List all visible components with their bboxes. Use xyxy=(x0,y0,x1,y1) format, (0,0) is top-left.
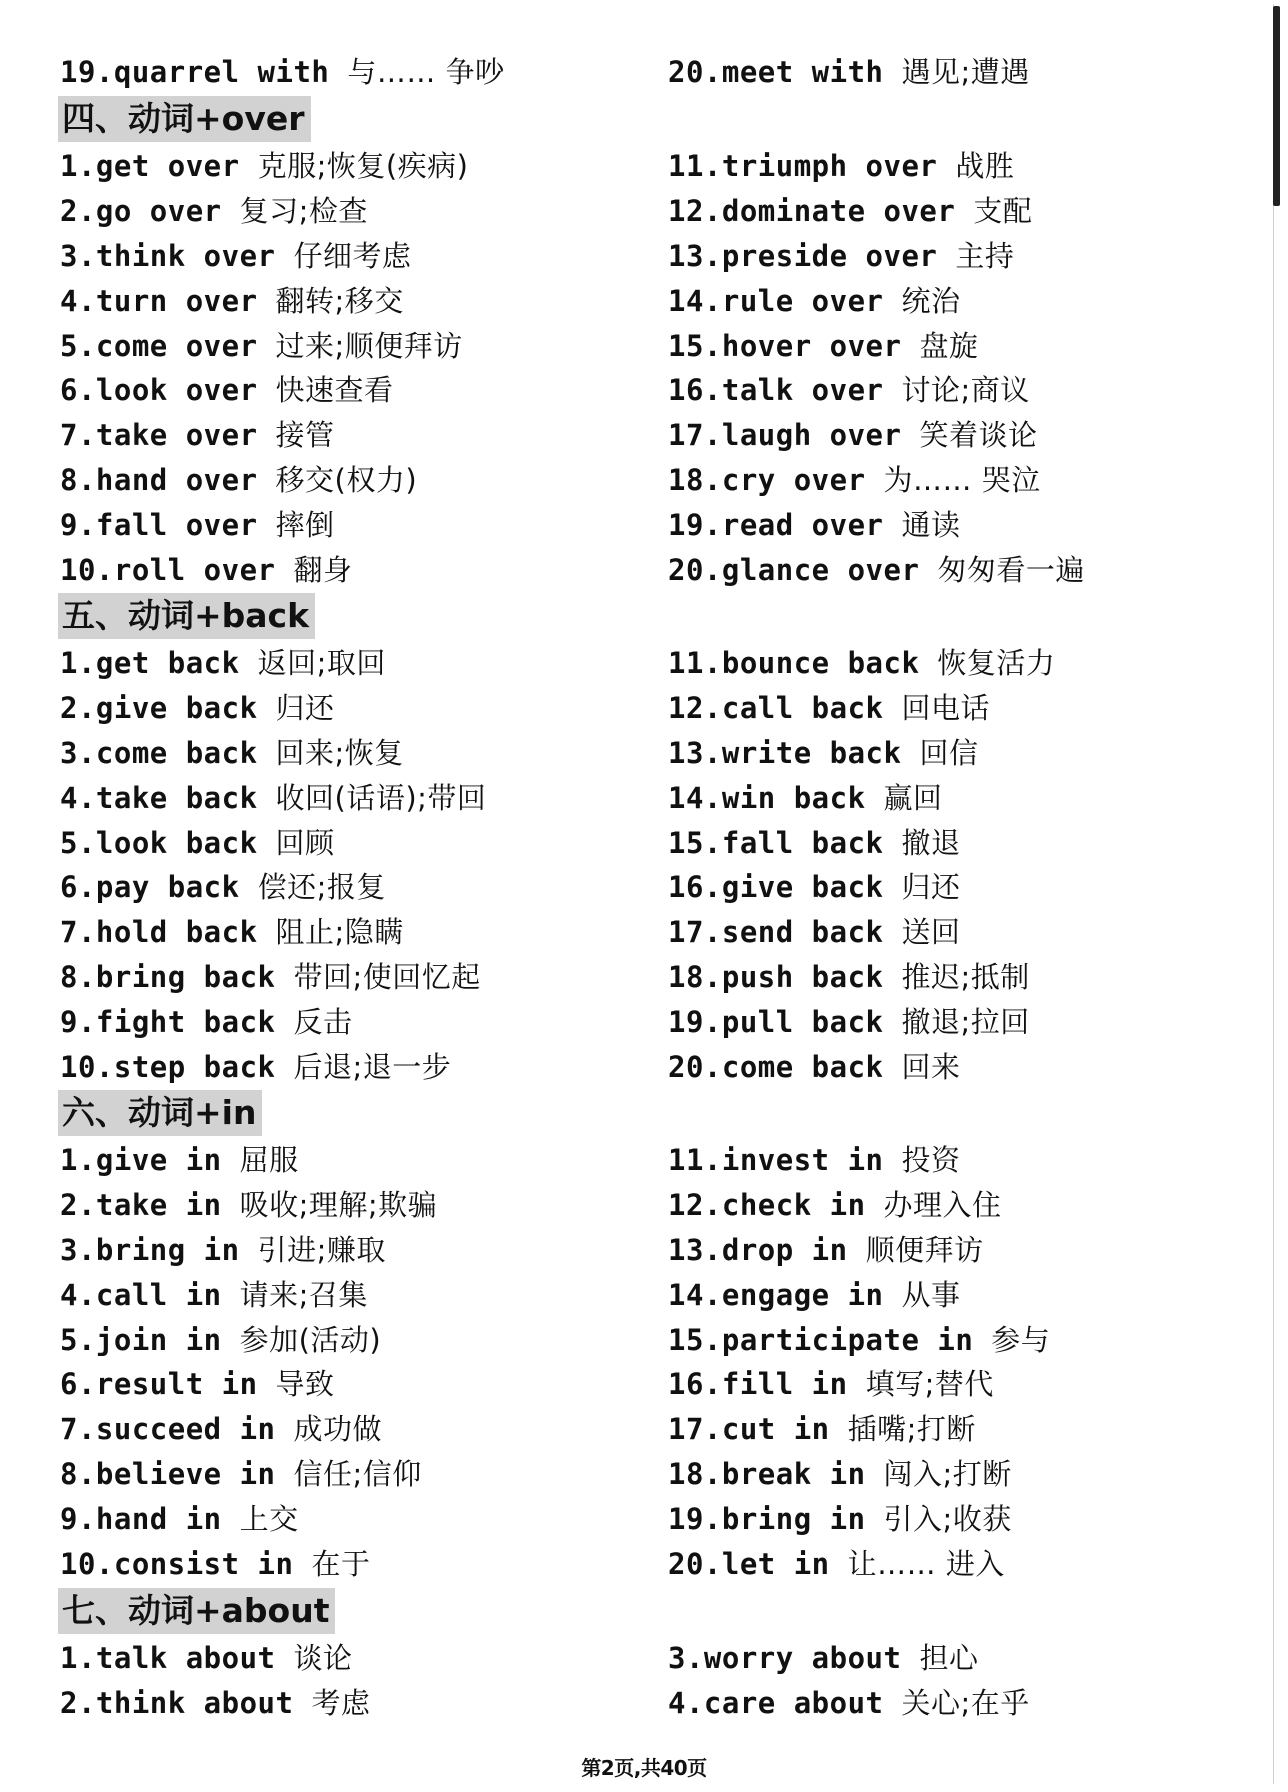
phrase-english: 7.succeed in xyxy=(60,1412,276,1447)
phrase-chinese: 回来;恢复 xyxy=(275,735,404,770)
phrase-english: 6.look over xyxy=(60,373,258,408)
phrase-english: 20.let in xyxy=(668,1547,830,1582)
phrase-chinese: 复习;检查 xyxy=(239,193,368,228)
phrase-english: 10.roll over xyxy=(60,553,276,588)
phrase-entry xyxy=(668,1138,1050,1183)
phrase-entry xyxy=(60,1407,437,1452)
phrase-english: 15.participate in xyxy=(668,1322,974,1357)
phrase-english: 8.believe in xyxy=(60,1457,276,1492)
phrase-entry xyxy=(60,865,486,910)
phrase-entry xyxy=(60,458,468,503)
phrase-english: 19.pull back xyxy=(668,1005,884,1040)
phrase-chinese: 返回;取回 xyxy=(257,646,386,680)
phrase-chinese: 带回;使回忆起 xyxy=(293,960,481,995)
phrase-entry xyxy=(60,324,468,369)
phrase-entry xyxy=(60,686,486,731)
phrase-entry xyxy=(668,458,1085,503)
phrase-chinese: 克服;恢复(疾病) xyxy=(257,149,469,183)
phrase-entry xyxy=(668,368,1085,413)
phrase-english: 5.come over xyxy=(60,328,258,363)
phrase-entry xyxy=(60,50,505,95)
phrase-chinese: 为…… 哭泣 xyxy=(883,463,1041,498)
phrase-entry xyxy=(60,821,486,866)
phrase-english: 4.turn over xyxy=(60,283,258,318)
phrase-chinese: 上交 xyxy=(239,1502,299,1537)
phrase-chinese: 仔细考虑 xyxy=(293,238,412,273)
phrase-english: 16.give back xyxy=(668,870,884,905)
phrase-chinese: 盘旋 xyxy=(919,328,979,363)
phrase-entry xyxy=(668,1681,1030,1726)
phrase-english: 18.break in xyxy=(668,1457,866,1492)
page-number: 第2页,共40页 xyxy=(581,1756,707,1780)
phrase-entry xyxy=(668,686,1055,731)
phrase-chinese: 回电话 xyxy=(901,690,990,725)
phrase-entry xyxy=(668,1497,1050,1542)
phrase-entry xyxy=(60,1362,437,1407)
phrase-english: 19.bring in xyxy=(668,1502,866,1537)
phrase-chinese: 请来;召集 xyxy=(239,1277,368,1312)
phrase-chinese: 吸收;理解;欺骗 xyxy=(239,1187,438,1222)
phrase-english: 12.dominate over xyxy=(668,193,956,228)
right-column xyxy=(668,1138,1050,1587)
continued-entries-row xyxy=(0,50,1288,94)
phrase-english: 9.fall over xyxy=(60,508,258,543)
left-column xyxy=(60,1636,370,1726)
phrase-entry xyxy=(60,955,486,1000)
phrase-entry xyxy=(60,1138,437,1183)
phrase-entry xyxy=(60,731,486,776)
phrase-english: 18.push back xyxy=(668,960,884,995)
phrase-english: 7.take over xyxy=(60,418,258,453)
phrase-chinese: 引进;赚取 xyxy=(257,1232,386,1267)
phrase-chinese: 恢复活力 xyxy=(937,646,1056,680)
phrase-english: 1.get back xyxy=(60,646,240,680)
phrase-english: 3.come back xyxy=(60,735,258,770)
phrase-entry xyxy=(60,1497,437,1542)
phrase-entry xyxy=(668,1452,1050,1497)
phrase-english: 11.triumph over xyxy=(668,149,938,183)
phrase-english: 3.think over xyxy=(60,238,276,273)
phrase-english: 2.take in xyxy=(60,1187,222,1222)
phrase-english: 11.bounce back xyxy=(668,646,920,680)
phrase-entry xyxy=(60,776,486,821)
phrase-english: 6.pay back xyxy=(60,870,240,905)
phrase-entry xyxy=(60,1273,437,1318)
phrase-entry xyxy=(668,548,1085,593)
phrase-english: 20.meet with xyxy=(668,55,884,89)
phrase-chinese: 移交(权力) xyxy=(275,463,418,498)
phrase-english: 8.bring back xyxy=(60,960,276,995)
phrase-english: 2.give back xyxy=(60,690,258,725)
phrase-english: 7.hold back xyxy=(60,915,258,950)
phrase-chinese: 笑着谈论 xyxy=(919,418,1038,453)
phrase-english: 20.come back xyxy=(668,1050,884,1085)
phrase-chinese: 撤退 xyxy=(901,825,961,860)
phrase-entry xyxy=(668,731,1055,776)
phrase-english: 13.write back xyxy=(668,735,902,770)
phrase-chinese: 成功做 xyxy=(293,1412,382,1447)
phrase-chinese: 办理入住 xyxy=(883,1187,1002,1222)
phrase-chinese: 翻转;移交 xyxy=(275,283,404,318)
phrase-entry xyxy=(60,1000,486,1045)
phrase-chinese: 归还 xyxy=(275,690,335,725)
phrase-entry xyxy=(60,1318,437,1363)
phrase-chinese: 关心;在乎 xyxy=(901,1685,1030,1720)
phrase-chinese: 参加(活动) xyxy=(239,1322,382,1357)
phrase-entry xyxy=(668,234,1085,279)
phrase-english: 3.worry about xyxy=(668,1641,902,1675)
phrase-english: 1.get over xyxy=(60,149,240,183)
phrase-entry xyxy=(60,413,468,458)
phrase-english: 5.join in xyxy=(60,1322,222,1357)
phrase-english: 6.result in xyxy=(60,1367,258,1402)
phrase-english: 9.hand in xyxy=(60,1502,222,1537)
phrase-entry xyxy=(668,1318,1050,1363)
phrase-entry xyxy=(668,1362,1050,1407)
phrase-english: 3.bring in xyxy=(60,1232,240,1267)
phrase-entry xyxy=(60,1542,437,1587)
phrase-entry xyxy=(668,503,1085,548)
phrase-chinese: 投资 xyxy=(901,1143,961,1177)
phrase-english: 4.take back xyxy=(60,780,258,815)
phrase-english: 15.fall back xyxy=(668,825,884,860)
phrase-chinese: 接管 xyxy=(275,418,335,453)
phrase-entry xyxy=(668,1000,1055,1045)
right-column xyxy=(668,1636,1030,1726)
phrase-chinese: 主持 xyxy=(955,238,1015,273)
phrase-english: 12.call back xyxy=(668,690,884,725)
phrase-english: 10.step back xyxy=(60,1050,276,1085)
phrase-entry xyxy=(668,1407,1050,1452)
phrase-entry xyxy=(60,1045,486,1090)
phrase-english: 12.check in xyxy=(668,1187,866,1222)
phrase-chinese: 阻止;隐瞒 xyxy=(275,915,404,950)
phrase-english: 14.rule over xyxy=(668,283,884,318)
phrase-english: 10.consist in xyxy=(60,1547,294,1582)
phrase-entry xyxy=(668,279,1085,324)
phrase-entry xyxy=(668,1228,1050,1273)
phrase-chinese: 讨论;商议 xyxy=(901,373,1030,408)
phrase-chinese: 翻身 xyxy=(293,553,353,588)
phrase-chinese: 支配 xyxy=(973,193,1033,228)
phrase-chinese: 回信 xyxy=(919,735,979,770)
phrase-english: 17.laugh over xyxy=(668,418,902,453)
phrase-entry xyxy=(668,324,1085,369)
phrase-english: 17.send back xyxy=(668,915,884,950)
phrase-entry xyxy=(668,1045,1055,1090)
phrase-chinese: 匆匆看一遍 xyxy=(937,553,1085,588)
phrase-entry xyxy=(668,821,1055,866)
phrase-chinese: 信任;信仰 xyxy=(293,1457,422,1492)
phrase-entry xyxy=(668,776,1055,821)
phrase-entry xyxy=(60,910,486,955)
phrase-chinese: 导致 xyxy=(275,1367,335,1402)
phrase-english: 9.fight back xyxy=(60,1005,276,1040)
phrase-entry xyxy=(668,641,1055,686)
phrase-entry xyxy=(60,144,468,189)
phrase-chinese: 反击 xyxy=(293,1005,353,1040)
phrase-chinese: 摔倒 xyxy=(275,508,335,543)
phrase-chinese: 统治 xyxy=(901,283,961,318)
left-column xyxy=(60,641,486,1090)
phrase-chinese: 填写;替代 xyxy=(865,1367,994,1402)
phrase-english: 16.fill in xyxy=(668,1367,848,1402)
phrase-chinese: 谈论 xyxy=(293,1641,353,1675)
phrase-english: 15.hover over xyxy=(668,328,902,363)
phrase-english: 18.cry over xyxy=(668,463,866,498)
phrase-english: 14.win back xyxy=(668,780,866,815)
phrase-chinese: 闯入;打断 xyxy=(883,1457,1012,1492)
phrase-chinese: 从事 xyxy=(901,1277,961,1312)
phrase-english: 17.cut in xyxy=(668,1412,830,1447)
phrase-english: 4.call in xyxy=(60,1277,222,1312)
scrollbar-thumb[interactable] xyxy=(1273,6,1280,206)
phrase-entry xyxy=(668,413,1085,458)
phrase-chinese: 战胜 xyxy=(955,149,1015,183)
phrase-entry xyxy=(668,1183,1050,1228)
phrase-entry xyxy=(668,1636,1030,1681)
phrase-entry xyxy=(60,548,468,593)
phrase-english: 4.care about xyxy=(668,1685,884,1720)
phrase-entry xyxy=(60,641,486,686)
phrase-chinese: 偿还;报复 xyxy=(257,870,386,905)
phrase-chinese: 遇见;遭遇 xyxy=(901,55,1030,89)
phrase-entry xyxy=(60,189,468,234)
phrase-entry xyxy=(60,279,468,324)
section-title: 七、动词+about xyxy=(58,1588,335,1634)
phrase-english: 1.talk about xyxy=(60,1641,276,1675)
phrase-entry xyxy=(668,50,1030,95)
phrase-chinese: 考虑 xyxy=(311,1685,371,1720)
section-title: 五、动词+back xyxy=(58,593,315,639)
phrase-entry xyxy=(60,1681,370,1726)
phrase-english: 11.invest in xyxy=(668,1143,884,1177)
phrase-chinese: 送回 xyxy=(901,915,961,950)
phrase-chinese: 参与 xyxy=(991,1322,1051,1357)
phrase-chinese: 插嘴;打断 xyxy=(847,1412,976,1447)
phrase-chinese: 收回(话语);带回 xyxy=(275,780,487,815)
right-column xyxy=(668,641,1055,1090)
right-column xyxy=(668,144,1085,593)
phrase-english: 20.glance over xyxy=(668,553,920,588)
phrase-chinese: 过来;顺便拜访 xyxy=(275,328,463,363)
phrase-entry xyxy=(60,1228,437,1273)
phrase-entry xyxy=(668,1273,1050,1318)
phrase-english: 14.engage in xyxy=(668,1277,884,1312)
phrase-english: 2.think about xyxy=(60,1685,294,1720)
phrase-entry xyxy=(668,955,1055,1000)
phrase-english: 13.preside over xyxy=(668,238,938,273)
phrase-chinese: 担心 xyxy=(919,1641,979,1675)
phrase-english: 8.hand over xyxy=(60,463,258,498)
phrase-chinese: 撤退;拉回 xyxy=(901,1005,1030,1040)
phrase-chinese: 与…… 争吵 xyxy=(347,55,505,89)
phrase-entry xyxy=(668,144,1085,189)
left-column xyxy=(60,1138,437,1587)
phrase-english: 16.talk over xyxy=(668,373,884,408)
phrase-entry xyxy=(60,234,468,279)
phrase-entry xyxy=(668,910,1055,955)
phrase-chinese: 顺便拜访 xyxy=(865,1232,984,1267)
phrase-chinese: 通读 xyxy=(901,508,961,543)
phrase-english: 19.quarrel with xyxy=(60,55,330,89)
phrase-entry xyxy=(668,1542,1050,1587)
phrase-entry xyxy=(60,368,468,413)
phrase-chinese: 快速查看 xyxy=(275,373,394,408)
section-title: 四、动词+over xyxy=(58,96,311,142)
phrase-chinese: 赢回 xyxy=(883,780,943,815)
phrase-chinese: 在于 xyxy=(311,1547,371,1582)
phrase-english: 19.read over xyxy=(668,508,884,543)
phrase-chinese: 回顾 xyxy=(275,825,335,860)
phrase-chinese: 引入;收获 xyxy=(883,1502,1012,1537)
phrase-english: 5.look back xyxy=(60,825,258,860)
phrase-entry xyxy=(60,1183,437,1228)
phrase-english: 2.go over xyxy=(60,193,222,228)
phrase-chinese: 推迟;抵制 xyxy=(901,960,1030,995)
left-column xyxy=(60,144,468,593)
phrase-entry xyxy=(60,1636,370,1681)
section-title: 六、动词+in xyxy=(58,1090,262,1136)
phrase-english: 1.give in xyxy=(60,1143,222,1177)
phrase-chinese: 屈服 xyxy=(239,1143,299,1177)
phrase-chinese: 回来 xyxy=(901,1050,961,1085)
phrase-english: 13.drop in xyxy=(668,1232,848,1267)
phrase-entry xyxy=(60,503,468,548)
phrase-entry xyxy=(668,189,1085,234)
phrase-chinese: 让…… 进入 xyxy=(847,1547,1005,1582)
phrase-chinese: 后退;退一步 xyxy=(293,1050,452,1085)
scrollbar-track[interactable] xyxy=(1273,4,1274,1784)
phrase-entry xyxy=(668,865,1055,910)
phrase-entry xyxy=(60,1452,437,1497)
phrase-chinese: 归还 xyxy=(901,870,961,905)
